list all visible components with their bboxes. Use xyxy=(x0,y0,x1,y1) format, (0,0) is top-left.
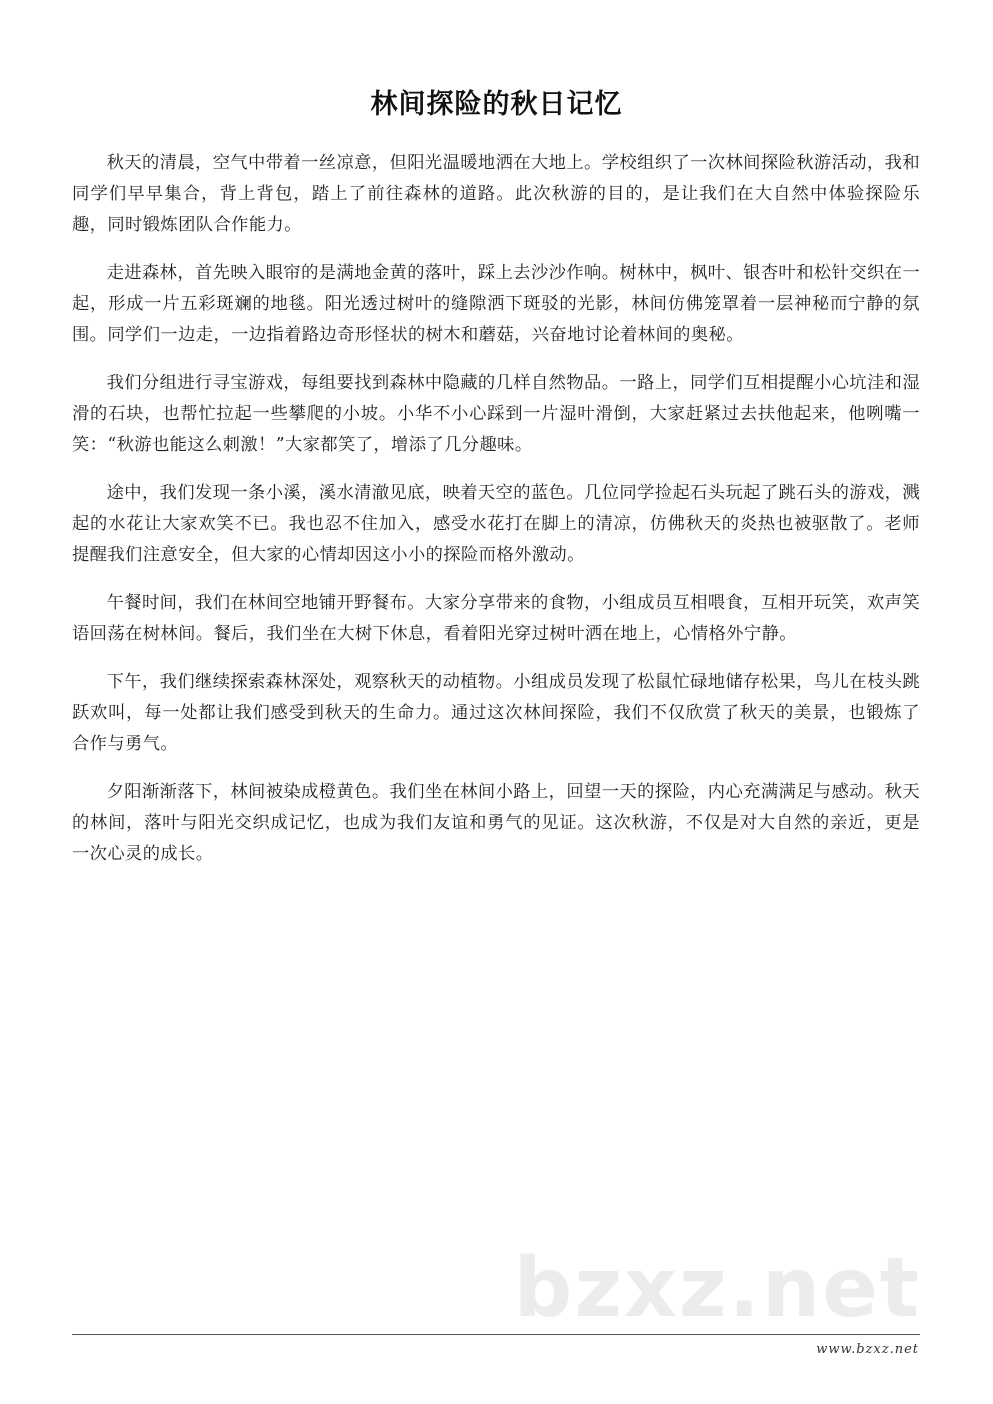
footer-url: www.bzxz.net xyxy=(816,1342,919,1357)
paragraph-3: 我们分组进行寻宝游戏，每组要找到森林中隐藏的几样自然物品。一路上，同学们互相提醒小心坑洼和湿滑的石块，也帮忙拉起一些攀爬的小坡。小华不小心踩到一片湿叶滑倒，大家赶紧过去扶他起来，他咧嘴一笑：“秋游也能这么刺激！”大家都笑了，增添了几分趣味。 xyxy=(72,373,920,455)
document-title: 林间探险的秋日记忆 xyxy=(370,89,623,120)
paragraph-2: 走进森林，首先映入眼帘的是满地金黄的落叶，踩上去沙沙作响。树林中，枫叶、银杏叶和松针交织在一起，形成一片五彩斑斓的地毯。阳光透过树叶的缝隙洒下斑驳的光影，林间仿佛笼罩着一层神秘而宁静的氛围。同学们一边走，一边指着路边奇形怪状的树木和蘑菇，兴奋地讨论着林间的奥秘。 xyxy=(72,263,920,345)
paragraph-7: 夕阳渐渐落下，林间被染成橙黄色。我们坐在林间小路上，回望一天的探险，内心充满满足与感动。秋天的林间，落叶与阳光交织成记忆，也成为我们友谊和勇气的见证。这次秋游，不仅是对大自然的亲近，更是一次心灵的成长。 xyxy=(72,782,920,864)
paragraph-5: 午餐时间，我们在林间空地铺开野餐布。大家分享带来的食物，小组成员互相喂食，互相开玩笑，欢声笑语回荡在树林间。餐后，我们坐在大树下休息，看着阳光穿过树叶洒在地上，心情格外宁静。 xyxy=(72,593,920,644)
watermark-logo: bzxz.net xyxy=(513,1241,921,1336)
paragraph-1: 秋天的清晨，空气中带着一丝凉意，但阳光温暖地洒在大地上。学校组织了一次林间探险秋游活动，我和同学们早早集合，背上背包，踏上了前往森林的道路。此次秋游的目的，是让我们在大自然中体验探险乐趣，同时锻炼团队合作能力。 xyxy=(72,153,920,235)
paragraph-4: 途中，我们发现一条小溪，溪水清澈见底，映着天空的蓝色。几位同学捡起石头玩起了跳石头的游戏，溅起的水花让大家欢笑不已。我也忍不住加入，感受水花打在脚上的清凉，仿佛秋天的炎热也被驱散了。老师提醒我们注意安全，但大家的心情却因这小小的探险而格外激动。 xyxy=(72,483,920,565)
paragraph-6: 下午，我们继续探索森林深处，观察秋天的动植物。小组成员发现了松鼠忙碌地储存松果，鸟儿在枝头跳跃欢叫，每一处都让我们感受到秋天的生命力。通过这次林间探险，我们不仅欣赏了秋天的美景，也锻炼了合作与勇气。 xyxy=(72,672,920,754)
document-body xyxy=(72,148,920,887)
footer-divider xyxy=(72,1334,920,1335)
